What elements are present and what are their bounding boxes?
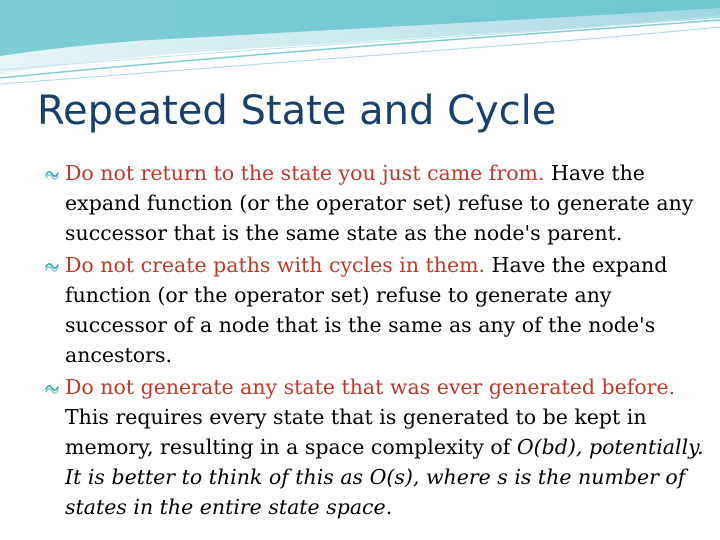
bullet-list (44, 158, 706, 524)
bullet-italic-text: O(bd), potentially. It is better to think of this as O(s), where s is the number of states in the entire state space (65, 435, 704, 519)
bullet-item (44, 158, 706, 248)
bullet-body-text: Have the expand function (or the operator set) refuse to generate any successor of a node that is the same as any of the node's ancestors. (65, 253, 668, 367)
bullet-body-text: This requires every state that is generated to be kept in memory, resulting in a space complexity of (65, 405, 647, 459)
bullet-lead-text: Do not create paths with cycles in them. (65, 253, 486, 277)
bullet-lead-text: Do not return to the state you just came from. (65, 161, 545, 185)
slide-title: Repeated State and Cycle (37, 88, 557, 134)
bullet-item (44, 250, 706, 370)
decorative-wave-banner (0, 0, 720, 90)
bullet-item (44, 372, 706, 522)
bullet-lead-text: Do not generate any state that was ever generated before. (65, 375, 676, 399)
wavy-bullet-icon (44, 258, 60, 274)
bullet-tail-text: . (385, 495, 393, 519)
wavy-bullet-icon (44, 380, 60, 396)
wavy-bullet-icon (44, 166, 60, 182)
bullet-body-text: Have the expand function (or the operator set) refuse to generate any successor that is the same state as the node's parent. (65, 161, 694, 245)
